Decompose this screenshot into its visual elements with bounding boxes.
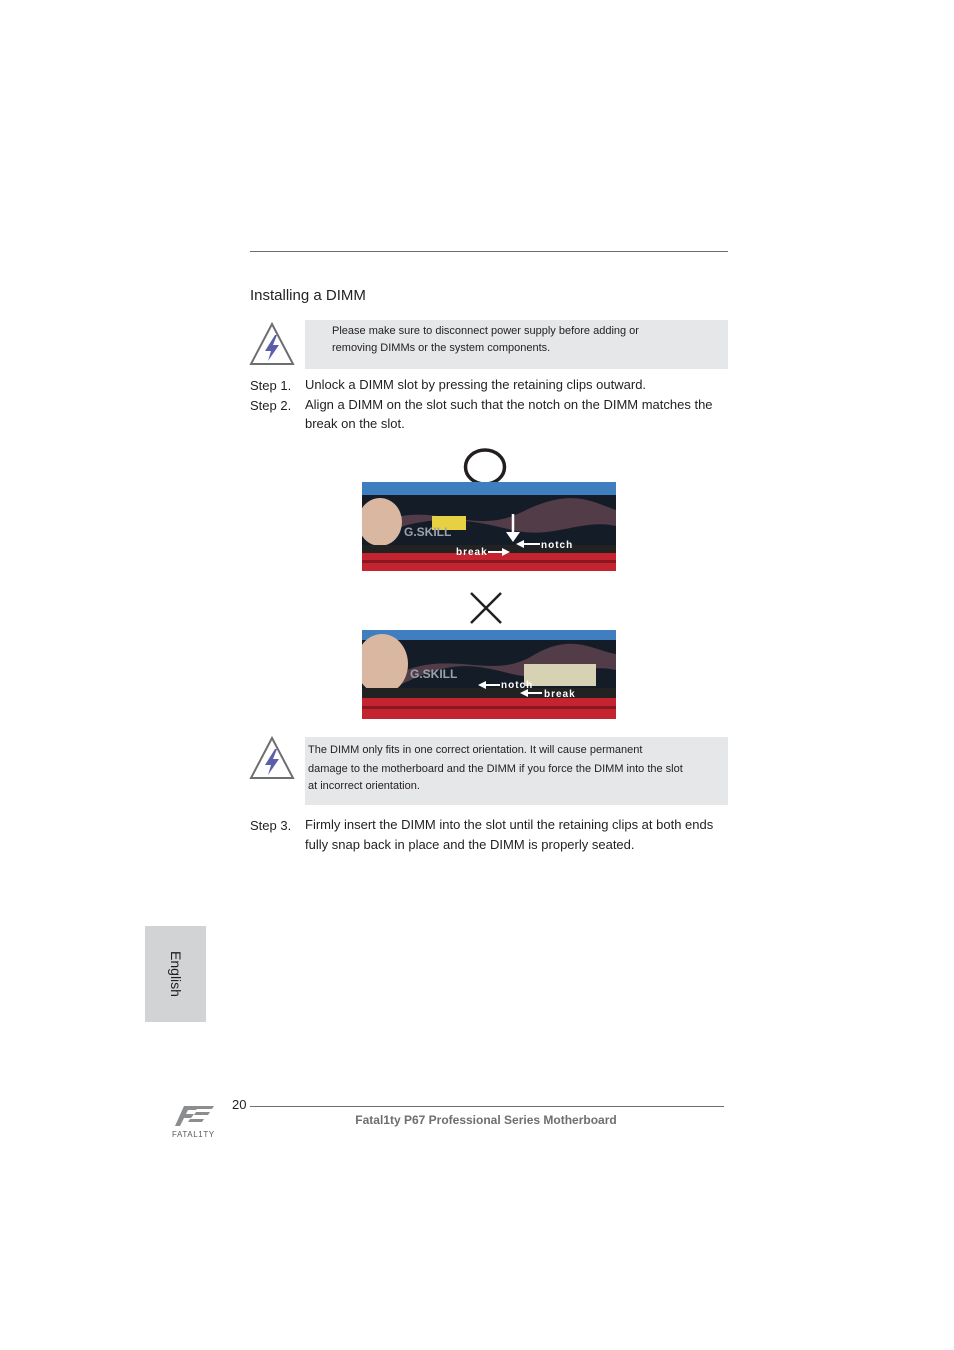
dimm-brand-label: G.SKILL (410, 667, 458, 681)
section-title: Installing a DIMM (250, 287, 366, 304)
logo-text: FATAL1TY (172, 1130, 215, 1139)
warning-icon (249, 322, 295, 366)
step-text: Unlock a DIMM slot by pressing the retaining clips outward. (305, 377, 647, 392)
note-line: at incorrect orientation. (308, 780, 420, 792)
step-text: Firmly insert the DIMM into the slot until the retaining clips at both ends (305, 817, 714, 832)
break-label: break (544, 689, 576, 700)
step-text: Align a DIMM on the slot such that the notch on the DIMM matches the (305, 397, 713, 412)
note-line: removing DIMMs or the system components. (332, 342, 551, 354)
footer-title: Fatal1ty P67 Professional Series Motherboard (355, 1113, 617, 1127)
top-divider (250, 251, 728, 252)
step-label: Step 3. (250, 818, 292, 833)
wrong-cross-icon (468, 590, 504, 626)
dimm-correct-photo (362, 482, 616, 571)
dimm-wrong-photo (362, 630, 616, 719)
orientation-warning-note (305, 737, 728, 805)
language-tab (145, 926, 206, 1022)
footer-divider (250, 1106, 724, 1107)
step-text: break on the slot. (305, 416, 405, 431)
language-label: English (167, 951, 184, 997)
warning-icon (249, 736, 295, 780)
note-line: Please make sure to disconnect power supply before adding or (332, 325, 639, 337)
power-warning-note (305, 320, 728, 369)
note-line: The DIMM only fits in one correct orientation. It will cause permanent (308, 744, 643, 756)
note-line: damage to the motherboard and the DIMM if you force the DIMM into the slot (308, 763, 683, 775)
page-number: 20 (232, 1097, 247, 1112)
notch-label: notch (501, 680, 534, 691)
step-label: Step 1. (250, 378, 292, 393)
dimm-brand-label: G.SKILL (404, 525, 452, 539)
break-label: break (456, 547, 488, 558)
notch-label: notch (541, 540, 574, 551)
fatal1ty-logo (170, 1102, 228, 1142)
step-text: fully snap back in place and the DIMM is properly seated. (305, 837, 635, 852)
step-label: Step 2. (250, 398, 292, 413)
